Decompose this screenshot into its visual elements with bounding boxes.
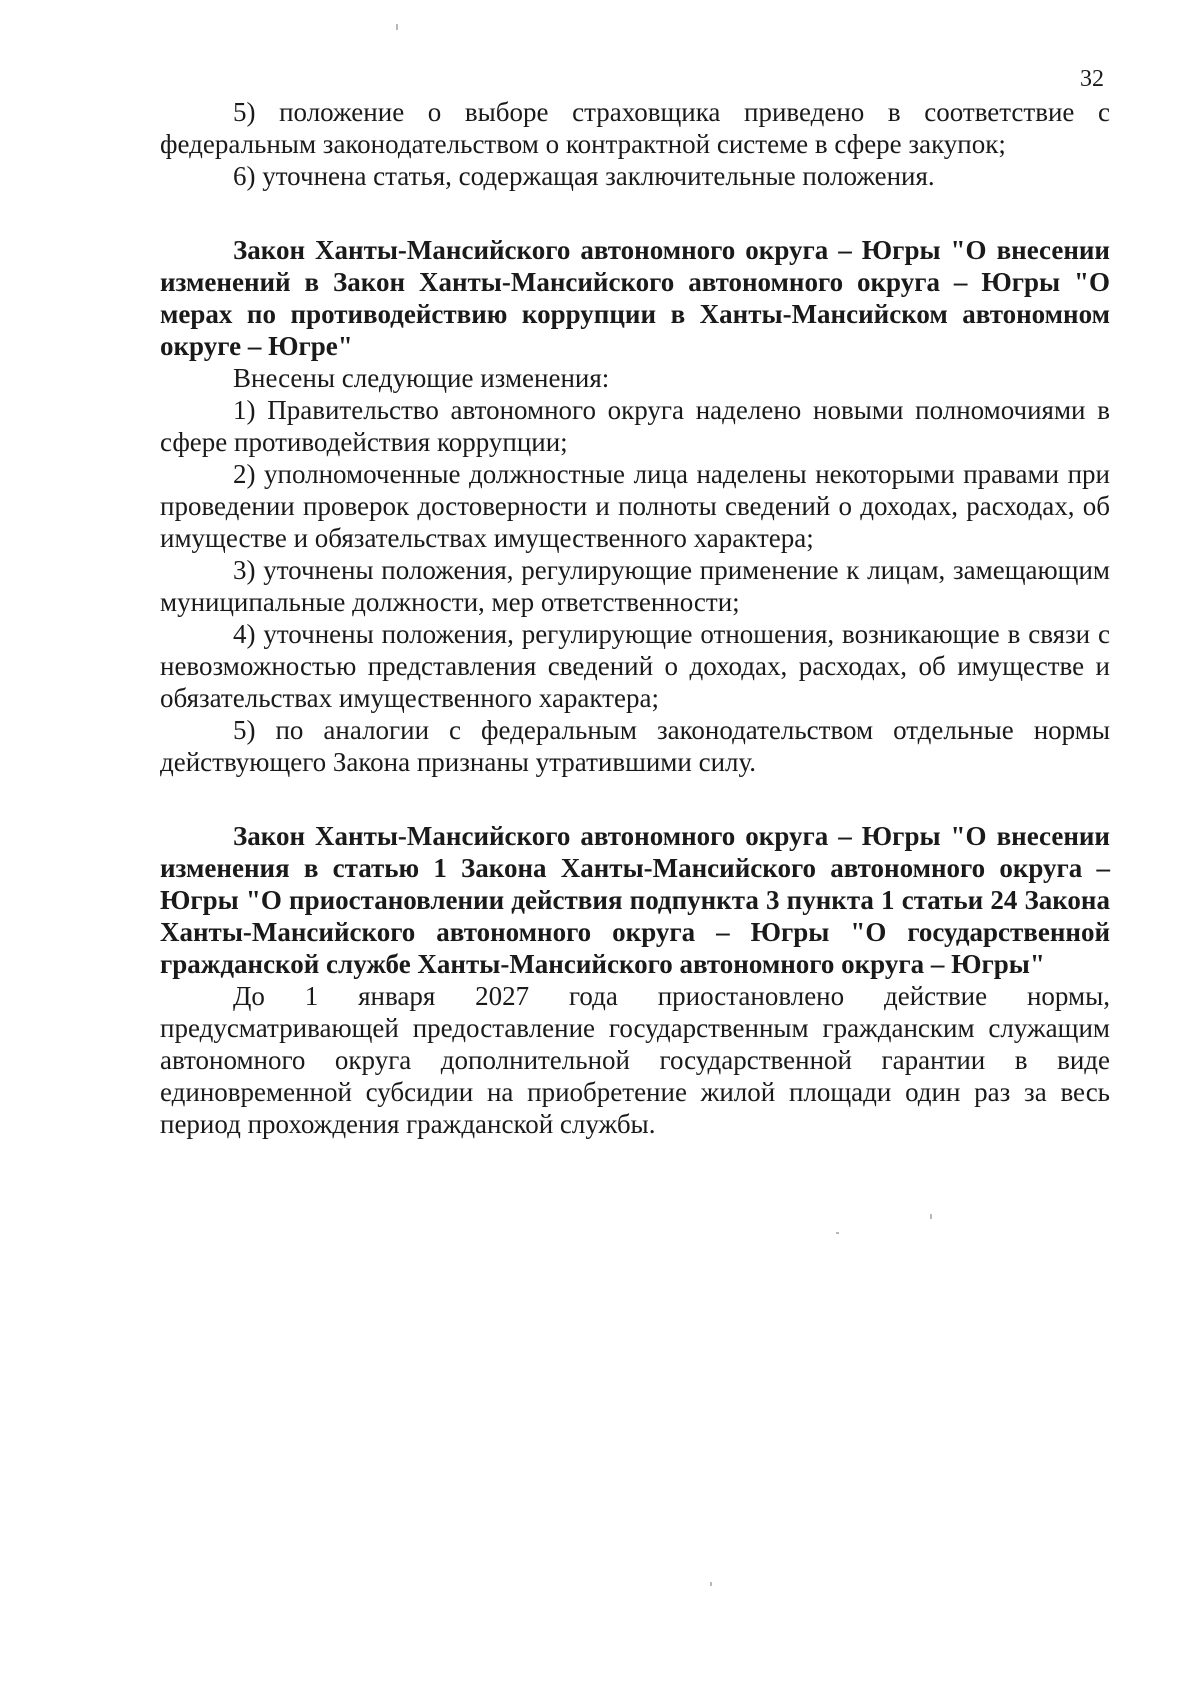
document-body <box>160 96 1110 1140</box>
page-number: 32 <box>1080 66 1104 92</box>
scan-speck <box>396 24 398 30</box>
section1-item: 2) уполномоченные должностные лица наделены некоторыми правами при проведении проверок достоверности и полноты сведений о доходах, расходах, об имуществе и обязательствах имущественного характера; <box>160 459 1110 553</box>
section1-item: 1) Правительство автономного округа наделено новыми полномочиями в сфере противодействия коррупции; <box>160 395 1110 457</box>
section2-heading: Закон Ханты-Мансийского автономного округа – Югры "О внесении изменения в статью 1 Закона Ханты-Мансийского автономного округа – Югры "О приостановлении действия подпункта 3 пункта 1 статьи 24 Закона Ханты-Мансийского автономного округа – Югры "О государственной гражданской службе Ханты-Мансийского автономного округа – Югры" <box>160 821 1110 979</box>
section1-item: 5) по аналогии с федеральным законодательством отдельные нормы действующего Закона признаны утратившими силу. <box>160 715 1110 777</box>
scan-speck <box>836 1232 839 1234</box>
scan-speck <box>930 1214 932 1219</box>
section1-item: 4) уточнены положения, регулирующие отношения, возникающие в связи с невозможностью представления сведений о доходах, расходах, об имуществе и обязательствах имущественного характера; <box>160 619 1110 713</box>
section-spacer <box>160 778 1110 820</box>
section1-heading: Закон Ханты-Мансийского автономного округа – Югры "О внесении изменений в Закон Ханты-Мансийского автономного округа – Югры "О мерах по противодействию коррупции в Ханты-Мансийском автономном округе – Югре" <box>160 235 1110 361</box>
intro-item-6: 6) уточнена статья, содержащая заключительные положения. <box>233 161 935 191</box>
section1-lead: Внесены следующие изменения: <box>233 363 610 393</box>
section1-item: 3) уточнены положения, регулирующие применение к лицам, замещающим муниципальные должности, мер ответственности; <box>160 555 1110 617</box>
scan-speck <box>710 1582 712 1586</box>
section-spacer <box>160 192 1110 234</box>
intro-item-5: 5) положение о выборе страховщика приведено в соответствие с федеральным законодательством о контрактной системе в сфере закупок; <box>160 97 1110 159</box>
section2-body: До 1 января 2027 года приостановлено действие нормы, предусматривающей предоставление государственным гражданским служащим автономного округа дополнительной государственной гарантии в виде единовременной субсидии на приобретение жилой площади один раз за весь период прохождения гражданской службы. <box>160 981 1110 1139</box>
